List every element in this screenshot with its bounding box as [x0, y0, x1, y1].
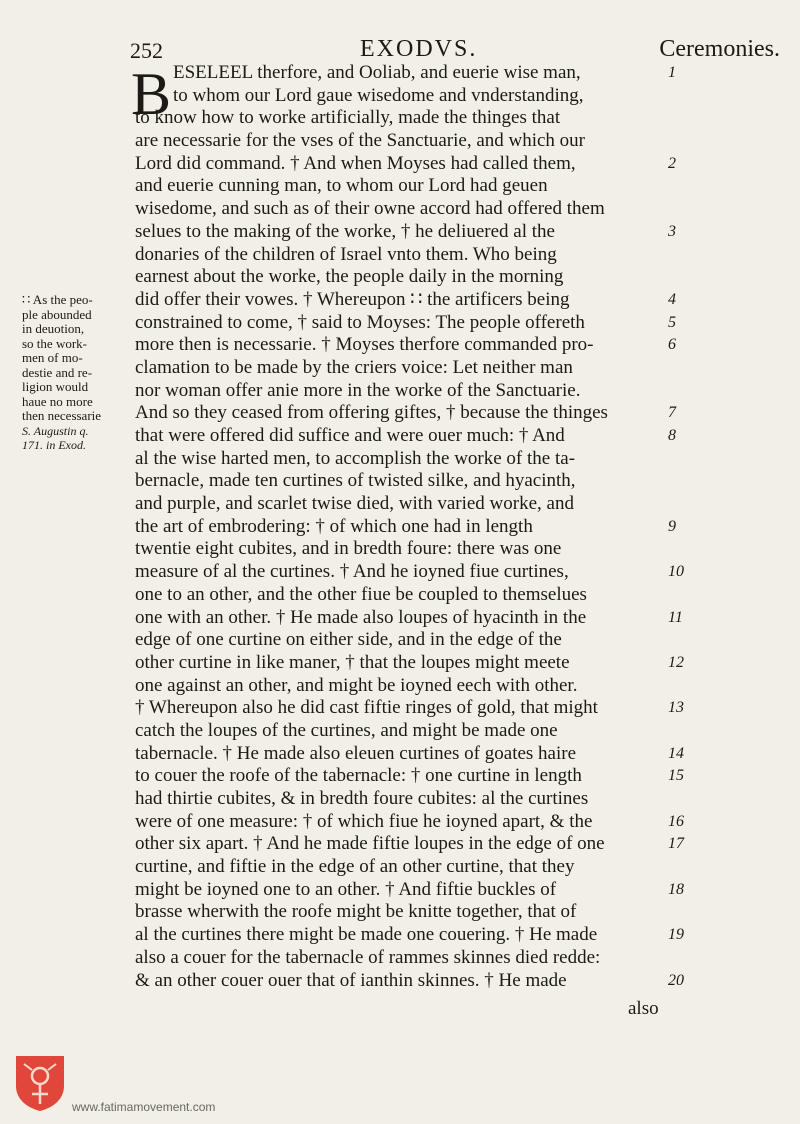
- margin-note-line: ∷ As the peo-: [22, 292, 93, 307]
- verse-number: [668, 788, 708, 811]
- margin-note-line: haue no more: [22, 393, 93, 409]
- text-line: selues to the making of the worke, † he deliuered al the: [135, 220, 555, 242]
- text-line: al the curtines there might be made one couering. † He made: [135, 924, 598, 946]
- verse-number: 17: [668, 835, 684, 853]
- verse-number: 11: [668, 608, 683, 626]
- verse-number: 3: [668, 222, 676, 240]
- verse-number: [668, 493, 708, 516]
- text-line: one with an other. † He made also loupes of hyacinth in the: [135, 606, 587, 628]
- verse-number: 5: [668, 313, 676, 331]
- verse-number: [668, 380, 708, 403]
- body-text: [135, 62, 665, 992]
- margin-note-line: then necessarie: [22, 408, 102, 423]
- verse-number: 6: [668, 336, 676, 354]
- verse-number: [668, 675, 708, 698]
- verse-number: [668, 856, 708, 879]
- verse-number: 16: [668, 812, 684, 830]
- verse-number: [668, 470, 708, 493]
- text-line: catch the loupes of the curtines, and might be made one: [135, 719, 558, 741]
- text-line: also a couer for the tabernacle of rammes skinnes died redde:: [135, 946, 601, 968]
- text-line: measure of al the curtines. † And he ioyned fiue curtines,: [135, 561, 569, 583]
- text-line: nor woman offer anie more in the worke of the Sanctuarie.: [135, 379, 581, 401]
- verse-number: [668, 629, 708, 652]
- margin-note-line: so the work-: [22, 335, 87, 351]
- text-line: to couer the roofe of the tabernacle: † one curtine in length: [135, 765, 582, 787]
- verse-number-column: [668, 62, 708, 992]
- margin-note-line: destie and re-: [22, 364, 93, 380]
- text-line: constrained to come, † said to Moyses: The people offereth: [135, 311, 585, 333]
- text-line: to whom our Lord gaue wisedome and vnderstanding,: [173, 84, 584, 106]
- verse-number: [668, 244, 708, 267]
- verse-number: 1: [668, 64, 676, 81]
- text-line: and purple, and scarlet twise died, with varied worke, and: [135, 493, 574, 515]
- verse-number: 20: [668, 971, 684, 989]
- text-line: might be ioyned one to an other. † And fiftie buckles of: [135, 878, 557, 900]
- verse-number: 8: [668, 427, 676, 444]
- text-line: clamation to be made by the criers voice: Let neither man: [135, 356, 573, 378]
- verse-number: [668, 107, 708, 130]
- verse-number: [668, 720, 708, 743]
- text-line: had thirtie cubites, & in bredth foure cubites: al the curtines: [135, 788, 589, 809]
- section-title: Ceremonies.: [659, 36, 780, 62]
- margin-note-line: men of mo-: [22, 350, 83, 365]
- verse-number: [668, 538, 708, 561]
- margin-note-line: ple abounded: [22, 306, 92, 322]
- text-line: one against an other, and might be ioyned eech with other.: [135, 674, 578, 696]
- text-line: wisedome, and such as of their owne accord had offered them: [135, 198, 605, 220]
- fatima-logo-icon: [12, 1054, 68, 1112]
- text-line: to know how to worke artificially, made the thinges that: [135, 107, 561, 129]
- text-line: other curtine in like maner, † that the loupes might meete: [135, 651, 570, 673]
- text-line: And so they ceased from offering giftes, † because the thinges: [135, 402, 608, 424]
- verse-number: 9: [668, 517, 676, 535]
- text-line: donaries of the children of Israel vnto them. Who being: [135, 243, 557, 265]
- catchword: also: [628, 998, 659, 1019]
- verse-number: [668, 198, 708, 221]
- verse-number: 13: [668, 699, 684, 717]
- verse-number: [668, 901, 708, 924]
- verse-number: [668, 584, 708, 607]
- text-line: curtine, and fiftie in the edge of an other curtine, that they: [135, 856, 575, 878]
- text-line: edge of one curtine on either side, and in the edge of the: [135, 629, 562, 651]
- margin-note-line: ligion would: [22, 379, 89, 394]
- text-line: the art of embrodering: † of which one had in length: [135, 515, 533, 537]
- text-line: more then is necessarie. † Moyses therfore commanded pro-: [135, 334, 594, 356]
- text-line: al the wise harted men, to accomplish the worke of the ta-: [135, 447, 576, 469]
- verse-number: 2: [668, 154, 676, 172]
- text-line: bernacle, made ten curtines of twisted silke, and hyacinth,: [135, 470, 576, 492]
- text-line: brasse wherwith the roofe might be knitte together, that of: [135, 901, 577, 923]
- margin-citation-line: S. Augustin q.: [22, 423, 89, 438]
- verse-number: 18: [668, 880, 684, 898]
- text-line: one to an other, and the other fiue be coupled to themselues: [135, 583, 587, 605]
- margin-note-line: in deuotion,: [22, 321, 85, 336]
- verse-number: [668, 130, 708, 153]
- text-line: Lord did command. † And when Moyses had called them,: [135, 152, 576, 174]
- page-number: 252: [130, 38, 163, 63]
- text-line: † Whereupon also he did cast fiftie ringes of gold, that might: [135, 697, 598, 719]
- text-line: other six apart. † And he made fiftie loupes in the edge of one: [135, 833, 605, 855]
- verse-number: [668, 175, 708, 198]
- text-line: that were offered did suffice and were ouer much: † And: [135, 425, 565, 446]
- verse-number: [668, 85, 708, 108]
- verse-number: [668, 266, 708, 289]
- verse-number: [668, 357, 708, 380]
- verse-number: [668, 947, 708, 970]
- running-title: EXODVS.: [360, 36, 478, 62]
- text-line: were of one measure: † of which fiue he ioyned apart, & the: [135, 810, 593, 832]
- text-line: tabernacle. † He made also eleuen curtines of goates haire: [135, 742, 577, 764]
- margin-note: [22, 293, 134, 453]
- verse-number: 10: [668, 563, 684, 581]
- verse-number: 7: [668, 404, 676, 422]
- verse-number: 12: [668, 653, 684, 671]
- verse-number: 19: [668, 926, 684, 944]
- text-line: earnest about the worke, the people daily in the morning: [135, 266, 564, 288]
- text-line: did offer their vowes. † Whereupon ∷ the artificers being: [135, 288, 570, 310]
- text-line: twentie eight cubites, and in bredth foure: there was one: [135, 538, 562, 560]
- verse-number: 14: [668, 744, 684, 762]
- verse-number: 15: [668, 767, 684, 785]
- text-line: ESELEEL therfore, and Ooliab, and euerie wise man,: [173, 62, 581, 83]
- margin-citation-line: 171. in Exod.: [22, 438, 86, 452]
- text-line: and euerie cunning man, to whom our Lord had geuen: [135, 175, 548, 197]
- text-line: & an other couer ouer that of ianthin skinnes. † He made: [135, 969, 567, 991]
- drop-cap: B: [131, 61, 172, 127]
- verse-number: 4: [668, 290, 676, 308]
- text-line: are necessarie for the vses of the Sanctuarie, and which our: [135, 130, 586, 152]
- verse-number: [668, 448, 708, 471]
- website-link[interactable]: www.fatimamovement.com: [72, 1100, 216, 1114]
